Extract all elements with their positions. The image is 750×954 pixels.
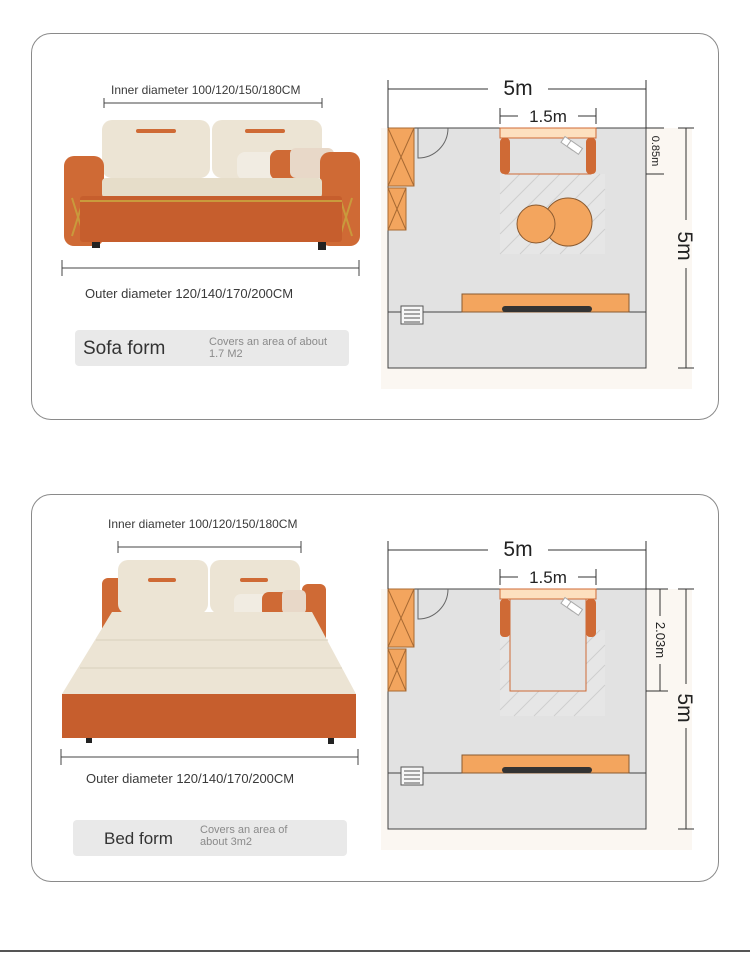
plan-width-label: 5m bbox=[503, 538, 533, 561]
floor-plan-bed bbox=[381, 538, 696, 850]
form-area-line-1: Covers an area of about bbox=[209, 336, 328, 348]
sofa-depth-label: 0.85m bbox=[649, 135, 661, 167]
bottom-divider bbox=[0, 950, 750, 952]
outer-dimension-text: Outer diameter 120/140/170/200CM bbox=[85, 286, 294, 301]
inner-dimension-line bbox=[118, 541, 301, 553]
sofa-width-label: 1.5m bbox=[529, 107, 567, 126]
plan-depth-label: 5m bbox=[673, 693, 696, 723]
form-area-line-2: 1.7 M2 bbox=[209, 348, 243, 360]
bed-depth-label: 2.03m bbox=[653, 621, 668, 659]
form-name: Sofa form bbox=[83, 338, 166, 359]
inner-dimension-text: Inner diameter 100/120/150/180CM bbox=[111, 83, 301, 97]
outer-dimension-line bbox=[61, 749, 358, 765]
form-area-line-1: Covers an area of bbox=[200, 824, 288, 836]
inner-dimension-text: Inner diameter 100/120/150/180CM bbox=[108, 517, 298, 531]
plan-depth-label: 5m bbox=[673, 231, 696, 261]
plan-width-label: 5m bbox=[503, 77, 533, 100]
form-name: Bed form bbox=[104, 829, 173, 848]
bed-illustration bbox=[62, 560, 356, 744]
form-area-note bbox=[200, 824, 287, 848]
sofa-width-label: 1.5m bbox=[529, 568, 567, 587]
form-area-line-2: about 3m2 bbox=[200, 836, 252, 848]
outer-dimension-text: Outer diameter 120/140/170/200CM bbox=[86, 771, 295, 786]
